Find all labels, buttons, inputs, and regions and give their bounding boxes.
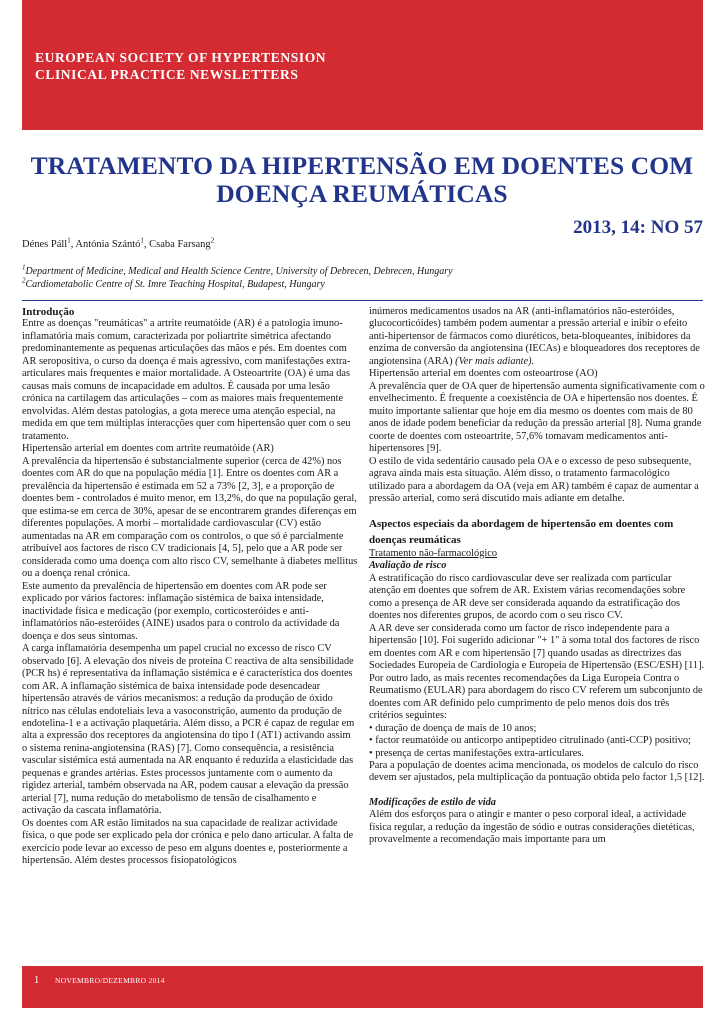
left-column	[22, 306, 358, 868]
bullet-item: • factor reumatóide ou anticorpo antipeptídeo citrulinado (anti-CCP) positivo;	[369, 735, 691, 747]
header-banner	[22, 0, 703, 130]
paragraph: Os doentes com AR estão limitados na sua capacidade de realizar actividade física, o que pode ser explicado pela dor crónica e pelo dano articular. A falta de exercício pode levar ao excesso de peso em alguns doentes e, posteriormente a hipertensão. Além destes processos fisiopatológicos	[22, 817, 354, 867]
section-heading-intro: Introdução	[22, 306, 75, 318]
paragraph: O estilo de vida sedentário causado pela OA e o excesso de peso subsequente, agrava ainda mais esta situação. Além disso, o tratamento farmacológico utilizado para a abordagem da OA (veja em AR) também é capaz de aumentar a pressão arterial, como será discutido mais adiante em detalhe.	[369, 455, 699, 505]
affiliation-2-mark: 2	[22, 276, 26, 285]
org-line-2: CLINICAL PRACTICE NEWSLETTERS	[35, 67, 299, 82]
spacer	[369, 785, 705, 797]
author-3: , Csaba Farsang	[143, 239, 211, 250]
subheading-oa: Hipertensão arterial em doentes com osteoartrose (AO)	[369, 368, 598, 380]
author-1-affiliation: 1	[67, 236, 71, 245]
page-number: 1	[34, 975, 40, 986]
society-name	[35, 49, 326, 83]
affiliation-1	[22, 265, 453, 278]
paragraph	[369, 306, 705, 368]
paragraph: A prevalência quer de OA quer de hipertensão aumenta significativamente com o envelhecimento. É frequente a coexistência de OA e hipertensão nos doentes. É muito importante salientar que hoje em dia mesmo os doentes com mais de 80 anos de idade podem beneficiar da redução da pressão arterial [8]. Numa grande coorte de doentes com osteoartrite, 57,6% tomavam medicamentos anti-hipertensores [9].	[369, 380, 705, 455]
author-3-affiliation: 2	[210, 236, 215, 245]
author-2: , Antónia Szántó	[70, 239, 141, 250]
paragraph: Além dos esforços para o atingir e manter o peso corporal ideal, a actividade física regular, a redução da ingestão de sódio e outras considerações dietéticas, provavelmente a recomendação mais importante para um	[369, 809, 695, 846]
paragraph: A prevalência da hipertensão é substancialmente superior (cerca de 42%) nos doentes com AR do que na população média [1]. Entre os doentes com AR a prevalência da hipertensão é estimada em 52 a 73% [2, 3], e a proporção de doentes bem - controlados é muito menor, em 13,2%, do que na população geral, que estima-se em cerca de 30%, apesar de se encontrarem grandes diferenças em diferentes populações. A morbi – mortalidade cardiovascular (CV) estão aumentadas na AR em comparação com os controlos, o que só é parcialmente atribuível aos factores de risco CV tradicionais [4, 5], pelo que a AR pode ser considerada como uma doença com alto risco CV, semelhante à diabetes mellitus ou a doença renal crónica.	[22, 455, 358, 580]
paragraph: Este aumento da prevalência de hipertensão em doentes com AR pode ser explicado por vários factores: inflamação sistémica de baixa intensidade, inactividade física e medicação (por exemplo, corticosteróides e anti-inflamatórios não-esteróides (AINE) usados para o controlo da actividade da doença e dos seus sintomas.	[22, 580, 340, 642]
org-line-1: EUROPEAN SOCIETY OF HYPERTENSION	[35, 50, 327, 65]
subheading-ra: Hipertensão arterial em doentes com artrite reumatóide (AR)	[22, 443, 274, 455]
paragraph: Para a população de doentes acima mencionada, os modelos de calculo do risco devem ser ajustados, pela multiplicação da pontuação obtida pelo factor 1,5 [12].	[369, 759, 705, 784]
issue-date: NOVEMBRO/DEZEMBRO 2014	[55, 976, 165, 985]
divider	[22, 300, 703, 301]
paragraph: A carga inflamatória desempenha um papel crucial no excesso de risco CV observado [6]. A elevação dos níveis de proteína C reactiva de alta sensibilidade (PCR hs) é representativa da inflamação sistémica e é característica dos doentes com AR. A inflamação sistémica de baixa intensidade pode desencadear hipertensão através de vários mecanismos: a redução da produção de óxido nítrico nas células endoteliais leva a vasoconstrição, aumento da produção de endotelina-1 e a activação plaquetária. Além disso, a PCR é capaz de regular em alta a expressão dos receptores da angiotensina do tipo I (AT1) activando assim o sistema renina-angiotensina (RAS) [7]. Como consequência, a resistência vascular sistémica está aumentada na AR enquanto é reduzida a elasticidade das pequenas e grandes artérias. Estes processos juntamente com o aumento da rigidez arterial, também observada na AR, podem causar a elevação da pressão arterial [7], numa redução do metabolismo de tensão de cisalhamento e activação da cascata inflamatória.	[22, 643, 355, 817]
paragraph: A estratificação do risco cardiovascular deve ser realizada com particular atenção em doentes que sofrem de AR. Existem várias recomendações sobre como a presença de AR deve ser considerada aquando da estratificação dos doentes nos diferentes grupos, de acordo com o seu risco CV.	[369, 572, 686, 622]
title-line-2: DOENÇA REUMÁTICAS	[216, 179, 508, 208]
paragraph: Entre as doenças "reumáticas" a artrite reumatóide (AR) é a patologia imuno-inflamatória mais comum, caracterizada por poliartrite simétrica afectando predominantemente as pequenas articulações das mãos e pés. Em doentes com AR seropositiva, o curso da doença é mais agressivo, com manifestações extra-articulares mais frequentes e maior mortalidade. A Osteoartrite (OA) é uma das causas mais comuns de incapacidade em adultos. É causada por uma lesão crónica na cartilagem das articulações – com as maiores mais frequentemente envolvidas. Além destas patologias, a gota merece uma atenção especial, na medida em que tem múltiplas interacções quer com hipertensão quer com o seu tratamento.	[22, 318, 351, 442]
affiliation-1-text: Department of Medicine, Medical and Health Science Centre, University of Debrecen, Debrecen, Hungary	[25, 266, 453, 277]
subheading-non-pharm: Tratamento não-farmacológico	[369, 547, 498, 559]
footer-banner	[22, 966, 703, 1008]
affiliations	[22, 265, 453, 291]
section-heading-special-aspects: Aspectos especiais da abordagem de hipertensão em doentes com doenças reumáticas	[369, 517, 674, 546]
paragraph-text: inúmeros medicamentos usados na AR (anti-inflamatórios não-esteróides, glucocorticóides) também podem aumentar a pressão arterial e inibir o efeito anti-hipertensor de fármacos como diuréticos, beta-bloqueantes, inibidores da enzima de conversão da angiotensina (IECAs) e bloqueadores dos receptores de angiotensina (ARA)	[369, 306, 700, 367]
author-1: Dénes Páll	[22, 239, 68, 250]
author-2-affiliation: 1	[140, 236, 144, 245]
subheading-risk: Avaliação de risco	[369, 560, 447, 572]
bullet-item: • presença de certas manifestações extra-articulares.	[369, 747, 584, 759]
paragraph: A AR deve ser considerada como um factor de risco independente para a hipertensão [10]. Foi sugerido adicionar "+ 1" à soma total dos factores de risco em doentes com AR e com hipertensão [7] quando usadas as directrizes das Sociedades Europeia de Cardiologia e Europeia de Hipertensão (ESC/ESH) [11]. Por outro lado, as mais recentes recomendações da Liga Europeia Contra o Reumatismo (EULAR) para abordagem do risco CV referem um subconjunto de doentes com AR definido pelo cumprimento de pelo menos dois dos três critérios seguintes:	[369, 622, 705, 722]
see-below-note: (Ver mais adiante).	[452, 355, 535, 367]
bullet-item: • duração de doença de mais de 10 anos;	[369, 722, 537, 734]
affiliation-1-mark: 1	[22, 263, 26, 272]
article-title	[0, 152, 724, 208]
right-column	[369, 306, 705, 847]
subheading-lifestyle: Modificações de estilo de vida	[369, 796, 496, 808]
affiliation-2-text: Cardiometabolic Centre of St. Imre Teaching Hospital, Budapest, Hungary	[25, 279, 325, 290]
title-line-1: TRATAMENTO DA HIPERTENSÃO EM DOENTES COM	[30, 151, 694, 180]
affiliation-2	[22, 278, 453, 291]
issue-number: 2013, 14: NO 57	[573, 217, 703, 238]
author-list	[22, 236, 215, 250]
